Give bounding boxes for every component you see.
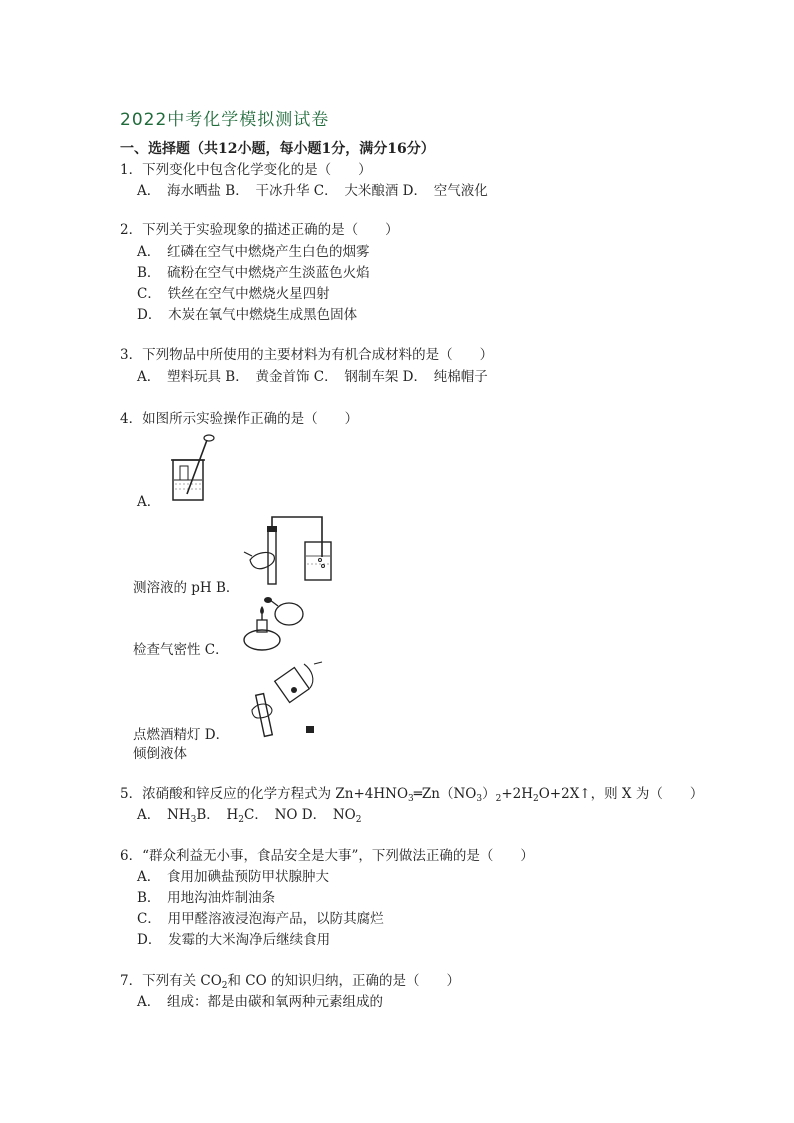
question-2-option-d: D． 木炭在氧气中燃烧生成黑色固体: [137, 307, 358, 323]
question-3-stem: 3．下列物品中所使用的主要材料为有机合成材料的是（ ）: [120, 347, 494, 363]
question-2-stem: 2．下列关于实验现象的描述正确的是（ ）: [120, 222, 399, 238]
question-1-stem: 1．下列变化中包含化学变化的是（ ）: [120, 162, 372, 178]
question-5-options: A． $NH_3B$． $H_2C$． NO D． $NO_2$: [137, 807, 362, 825]
question-2-option-a: A． 红磷在空气中燃烧产生白色的烟雾: [137, 244, 370, 260]
question-5-stem: 5．浓硝酸和锌反应的化学方程式为 $Zn+4HNO_3═Zn(NO_3)_2+2H_2O+2X↑$，则 X 为（ ）: [120, 786, 704, 804]
question-6-option-c: C． 用甲醛溶液浸泡海产品，以防其腐烂: [137, 911, 384, 927]
alcohol-lamp-figure: [240, 596, 310, 656]
question-6-option-d: D． 发霉的大米淘净后继续食用: [137, 932, 331, 948]
beaker-ph-test-figure: [165, 432, 215, 504]
question-4-option-d-caption: 倾倒液体: [133, 746, 187, 762]
question-6-stem: 6．“群众利益无小事，食品安全是大事”，下列做法正确的是（ ）: [120, 848, 534, 864]
question-6-option-b: B． 用地沟油炸制油条: [137, 890, 276, 906]
question-1-options: A． 海水晒盐 B． 干冰升华 C． 大米酿酒 D． 空气液化: [137, 183, 488, 199]
question-6-option-a: A． 食用加碘盐预防甲状腺肿大: [137, 869, 329, 885]
question-7-option-a: A． 组成：都是由碳和氧两种元素组成的: [137, 994, 383, 1010]
question-3-options: A． 塑料玩具 B． 黄金首饰 C． 钢制车架 D． 纯棉帽子: [137, 369, 488, 385]
question-4-option-d: 点燃酒精灯 D．: [133, 727, 230, 743]
question-4-option-c: 检查气密性 C．: [133, 642, 229, 658]
question-4-option-a: A．: [137, 494, 161, 510]
airtightness-check-figure: [240, 512, 340, 590]
question-7-stem: 7．下列有关 $CO_2$和 CO 的知识归纳，正确的是（ ）: [120, 973, 460, 991]
question-2-option-b: B． 硫粉在空气中燃烧产生淡蓝色火焰: [137, 265, 370, 281]
exam-title: 2022中考化学模拟测试卷: [120, 110, 330, 130]
question-2-option-c: C． 铁丝在空气中燃烧火星四射: [137, 286, 330, 302]
pouring-liquid-figure: [250, 660, 330, 740]
section-heading: 一、选择题（共12小题，每小题1分，满分16分）: [120, 141, 435, 157]
question-4-stem: 4．如图所示实验操作正确的是（ ）: [120, 411, 359, 427]
question-4-option-b: 测溶液的 pH B．: [133, 580, 240, 596]
